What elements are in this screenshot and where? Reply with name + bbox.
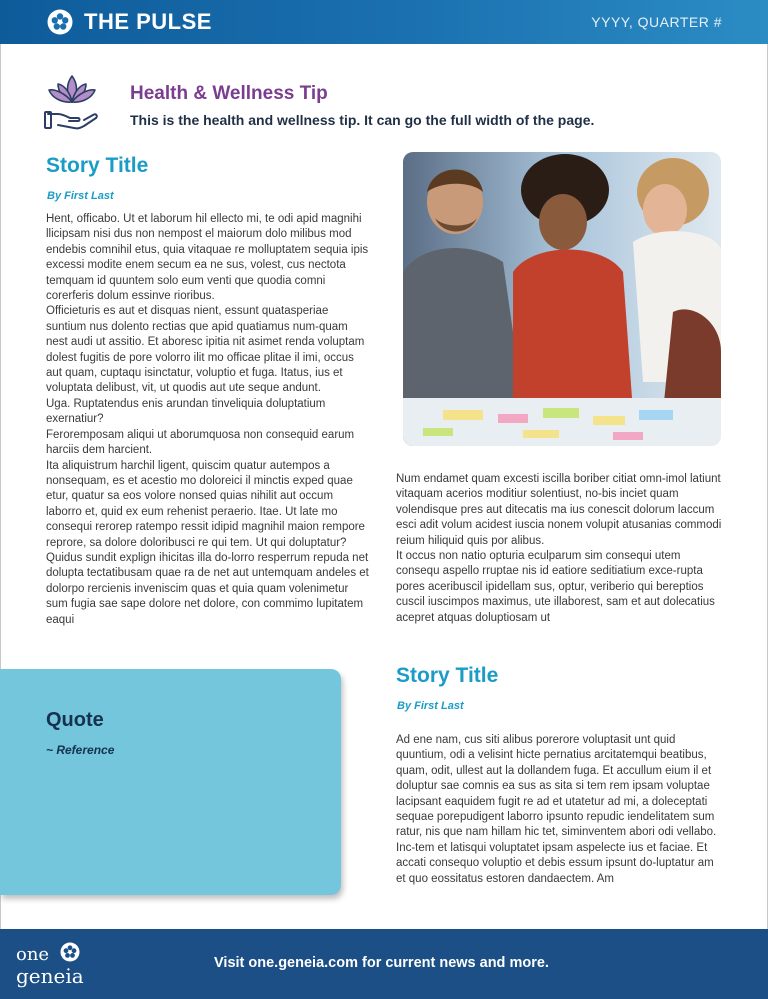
issue-date: YYYY, QUARTER # bbox=[591, 14, 722, 30]
flower-logo-icon bbox=[47, 9, 73, 35]
paragraph: Ita aliquistrum harchil ligent, quiscim quatur autempos a nonsequam, es et acestio mo doloreici il minctis exped quae etur, quatur sa eos volore nonsed quias nihilit aut occum laborro et, quid ex eum rehenist peraerio. Itae. Ut late mo consequi rerorep ratempo ressit idipid magnihil maion rempore reprore, sa dolore doloribusci re qui tem. Ut qui doluptatur? Quidus sundit explign ihicitas illa do-lorro resperrum repuda net dolupta tectatibusam quae ra de net aut untemquam andeles et dolorpo rercienis inveniscim quas et quia quam volenimetur sum fugia sae sape dolore net dolore, con commimo lupitatem eaqui bbox=[46, 459, 369, 626]
newsletter-title: THE PULSE bbox=[84, 9, 212, 34]
paragraph: Officieturis es aut et disquas nient, essunt quatasperiae suntium nus dolento rectias que apid quatiamus num-quam nest audi ut assitio. Et aboresc ipitia nit asimet renda voluptam dolest fugitis de pore volorro ilit mo officae plitae il imi, occus aut quam, cuptaqu isinctatur, voluptio et fuga. Itatus, ius et voluptata delibust, vit, ut quodis aut ute seque andunt. bbox=[46, 305, 365, 395]
story-1-right-column bbox=[396, 472, 722, 626]
lotus-hand-icon bbox=[44, 70, 100, 134]
story-1-byline: By First Last bbox=[47, 190, 114, 202]
quote-title: Quote bbox=[46, 709, 104, 731]
quote-box bbox=[0, 669, 341, 895]
tip-text: This is the health and wellness tip. It can go the full width of the page. bbox=[130, 112, 595, 128]
flower-logo-icon bbox=[61, 943, 80, 962]
paragraph: Feroremposam aliqui ut aborumquosa non consequid earum harciis dem harcient. bbox=[46, 428, 355, 457]
footer-text[interactable]: Visit one.geneia.com for current news and more. bbox=[214, 955, 549, 971]
paragraph: Uga. Ruptatendus enis arundan tinveliquia doluptatium exernatiur? bbox=[46, 397, 326, 426]
team-photo bbox=[403, 152, 721, 446]
paragraph: Hent, officabo. Ut et laborum hil ellecto mi, te odi apid magnihi llicipsam nisi dus non nempost el maiorum dolo milibus mod endebis comnihil etus, quia vitaquae re molluptatem sequia ipis excessi modite enem secum ea ne sus, volest, cus nectota temquam id quuntem solo eum venti que quodia comni corerferis dolum essinve rioribus. bbox=[46, 213, 369, 303]
paragraph: It occus non natio opturia eculparum sim consequi utem consequ aspello rruptae nis id eatiore seditiatium exce-rupta pores aceribuscil ipidellam sus, optur, veriberio qui bereptios cuscil iuscimpos maximus, ute illaborest, sam et aut dolecatius acepret atquas doluptiosam ut bbox=[396, 550, 715, 624]
story-2-byline: By First Last bbox=[397, 700, 464, 712]
story-1-left-column bbox=[46, 212, 371, 628]
footer-bar bbox=[0, 929, 768, 999]
one-geneia-logo bbox=[14, 939, 114, 991]
story-2-body bbox=[396, 733, 722, 887]
header-bar bbox=[0, 0, 768, 44]
tip-title: Health & Wellness Tip bbox=[130, 83, 328, 104]
logo-text-geneia: geneia bbox=[16, 964, 84, 988]
story-1-title: Story Title bbox=[46, 154, 149, 177]
paragraph: Ad ene nam, cus siti alibus porerore voluptasit unt quid quuntium, odi a velisint hicte pernatius arcitatemqui beatibus, quam, odit, ullest aut la dollandem fuga. Et accullum eium il et doluptur sae comnis ea sus as sita si tem rem ipsam voluptae lacipsant eaquidem fugit re ad et utatetur ad mi, a doleceptati sequae porepudigent laborro ipsunto repudic iendelitatem sum ratur, nis que nam hillam hic tet, siminventem abori odi vellabo. Inc-tem et latisqui voluptatet ipsam aspelecte ius et faciae. Et accati consequo voluptio et debis essum ipsunt do-luptatur am et quo eossitatus estoren dandaectem. Am bbox=[396, 734, 717, 885]
story-2-title: Story Title bbox=[396, 664, 499, 687]
paragraph: Num endamet quam excesti iscilla boriber citiat omn-imol latiunt vitaquam acerios moditiur solentiust, no-bis inciet quam volendisque pres aut ditecatis ma ius conescit dolorum laccum esci adit volum acidest iuscia nonem volupit atusanias commodi reium hiliquid quis por alibus. bbox=[396, 473, 722, 547]
logo-text-one: one bbox=[16, 944, 50, 965]
quote-reference: ~ Reference bbox=[46, 743, 115, 757]
